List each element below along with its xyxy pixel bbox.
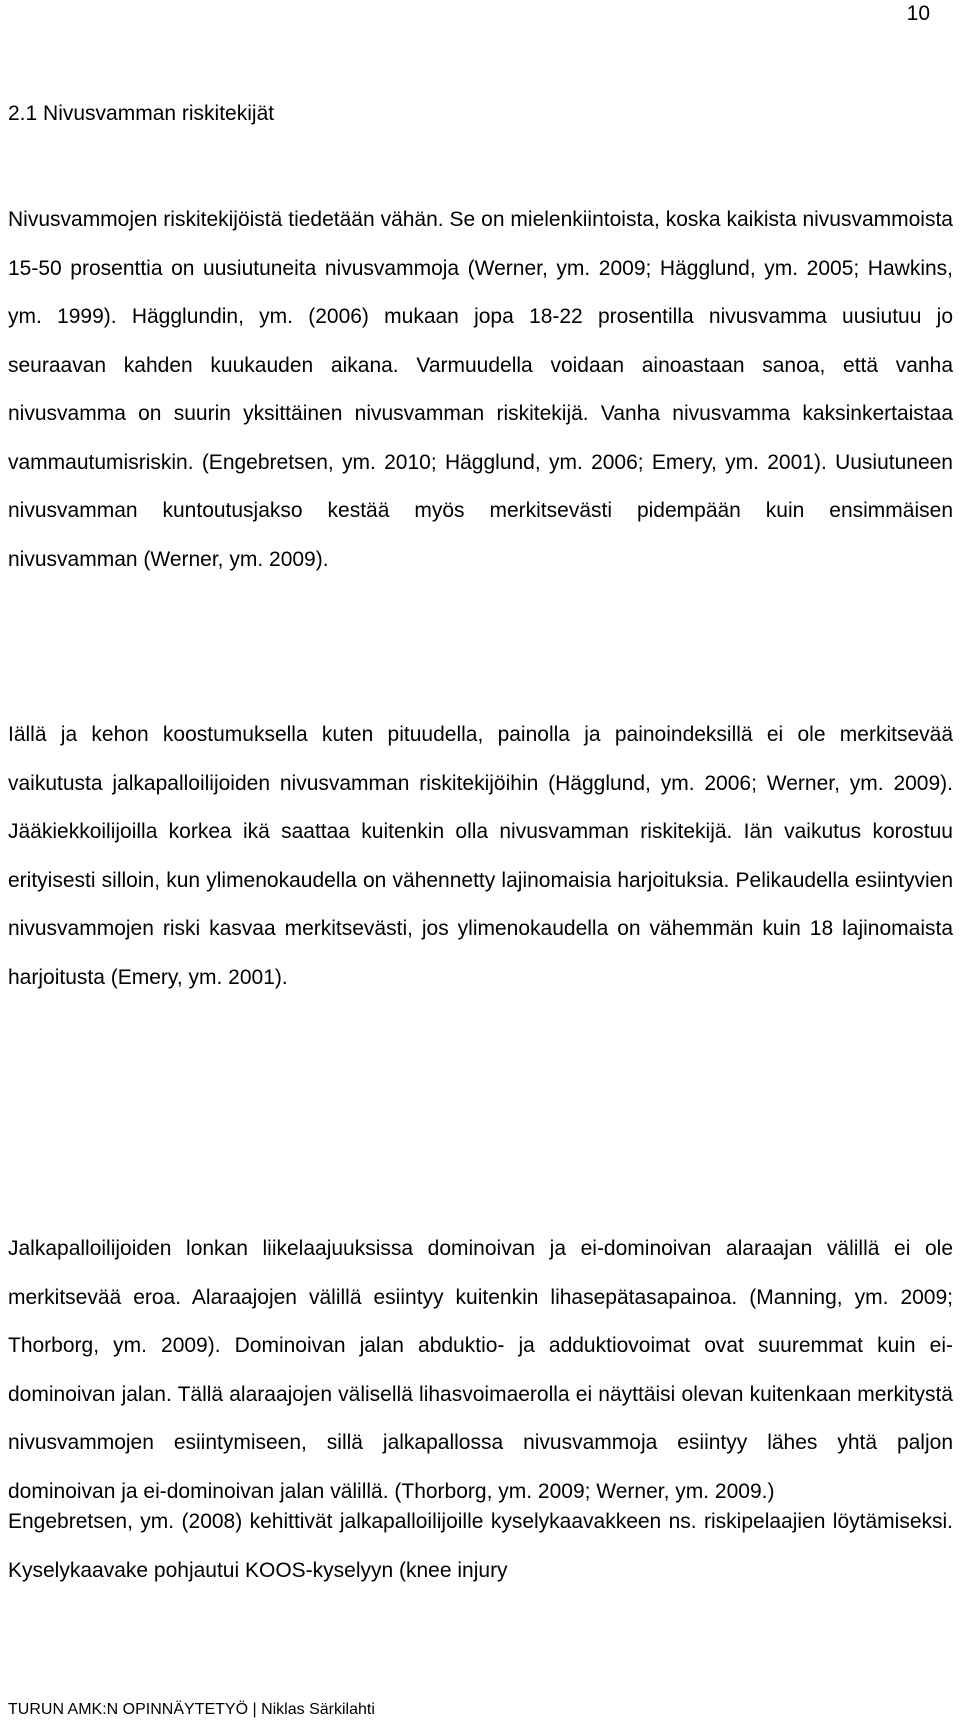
paragraph-age-body: Iällä ja kehon koostumuksella kuten pituudella, painolla ja painoindeksillä ei ole merkitsevää vaikutusta jalkapalloilijoiden nivusvamman riskitekijöihin (Hägglund, ym. 2006; Werner, ym. 2009). Jääkiekkoilijoilla korkea ikä saattaa kuitenkin olla nivusvamman riskitekijä. Iän vaikutus korostuu erityisesti silloin, kun ylimenokaudella on vähennetty lajinomaisia harjoituksia. Pelikaudella esiintyvien nivusvammojen riski kasvaa merkitsevästi, jos ylimenokaudella on vähemmän kuin 18 lajinomaista harjoitusta (Emery, ym. 2001). bbox=[8, 723, 953, 989]
page-number: 10 bbox=[906, 2, 930, 25]
page-footer: TURUN AMK:N OPINNÄYTETYÖ | Niklas Särkilahti bbox=[8, 1701, 375, 1718]
paragraph-risk-factors: Nivusvammojen riskitekijöistä tiedetään vähän. Se on mielenkiintoista, koska kaikista nivusvammoista 15-50 prosenttia on uusiutuneita nivusvammoja (Werner, ym. 2009; Hägglund, ym. 2005; Hawkins, ym. 1999). Hägglundin, ym. (2006) mukaan jopa 18-22 prosentilla nivusvamma uusiutuu jo seuraavan kahden kuukauden aikana. Varmuudella voidaan ainoastaan sanoa, että vanha nivusvamma on suurin yksittäinen nivusvamman riskitekijä. Vanha nivusvamma kaksinkertaistaa vammautumisriskin. (Engebretsen, ym. 2010; Hägglund, ym. 2006; Emery, ym. 2001). Uusiutuneen nivusvamman kuntoutusjakso kestää myös merkitsevästi pidempään kuin ensimmäisen nivusvamman (Werner, ym. 2009). bbox=[8, 208, 953, 571]
paragraph-questionnaire: Engebretsen, ym. (2008) kehittivät jalkapalloilijoille kyselykaavakkeen ns. riskipelaajien löytämiseksi. Kyselykaavake pohjautui KOOS-kyselyyn (knee injury bbox=[8, 1510, 953, 1582]
paragraph-hip-motion: Jalkapalloilijoiden lonkan liikelaajuuksissa dominoivan ja ei-dominoivan alaraajan välillä ei ole merkitsevää eroa. Alaraajojen välillä esiintyy kuitenkin lihasepätasapainoa. (Manning, ym. 2009; Thorborg, ym. 2009). Dominoivan jalan abduktio- ja adduktiovoimat ovat suuremmat kuin ei-dominoivan jalan. Tällä alaraajojen välisellä lihasvoimaerolla ei näyttäisi olevan kuitenkaan merkitystä nivusvammojen esiintymiseen, sillä jalkapallossa nivusvammoja esiintyy lähes yhtä paljon dominoivan ja ei-dominoivan jalan välillä. (Thorborg, ym. 2009; Werner, ym. 2009.) bbox=[8, 1237, 953, 1503]
section-heading: 2.1 Nivusvamman riskitekijät bbox=[8, 102, 275, 125]
